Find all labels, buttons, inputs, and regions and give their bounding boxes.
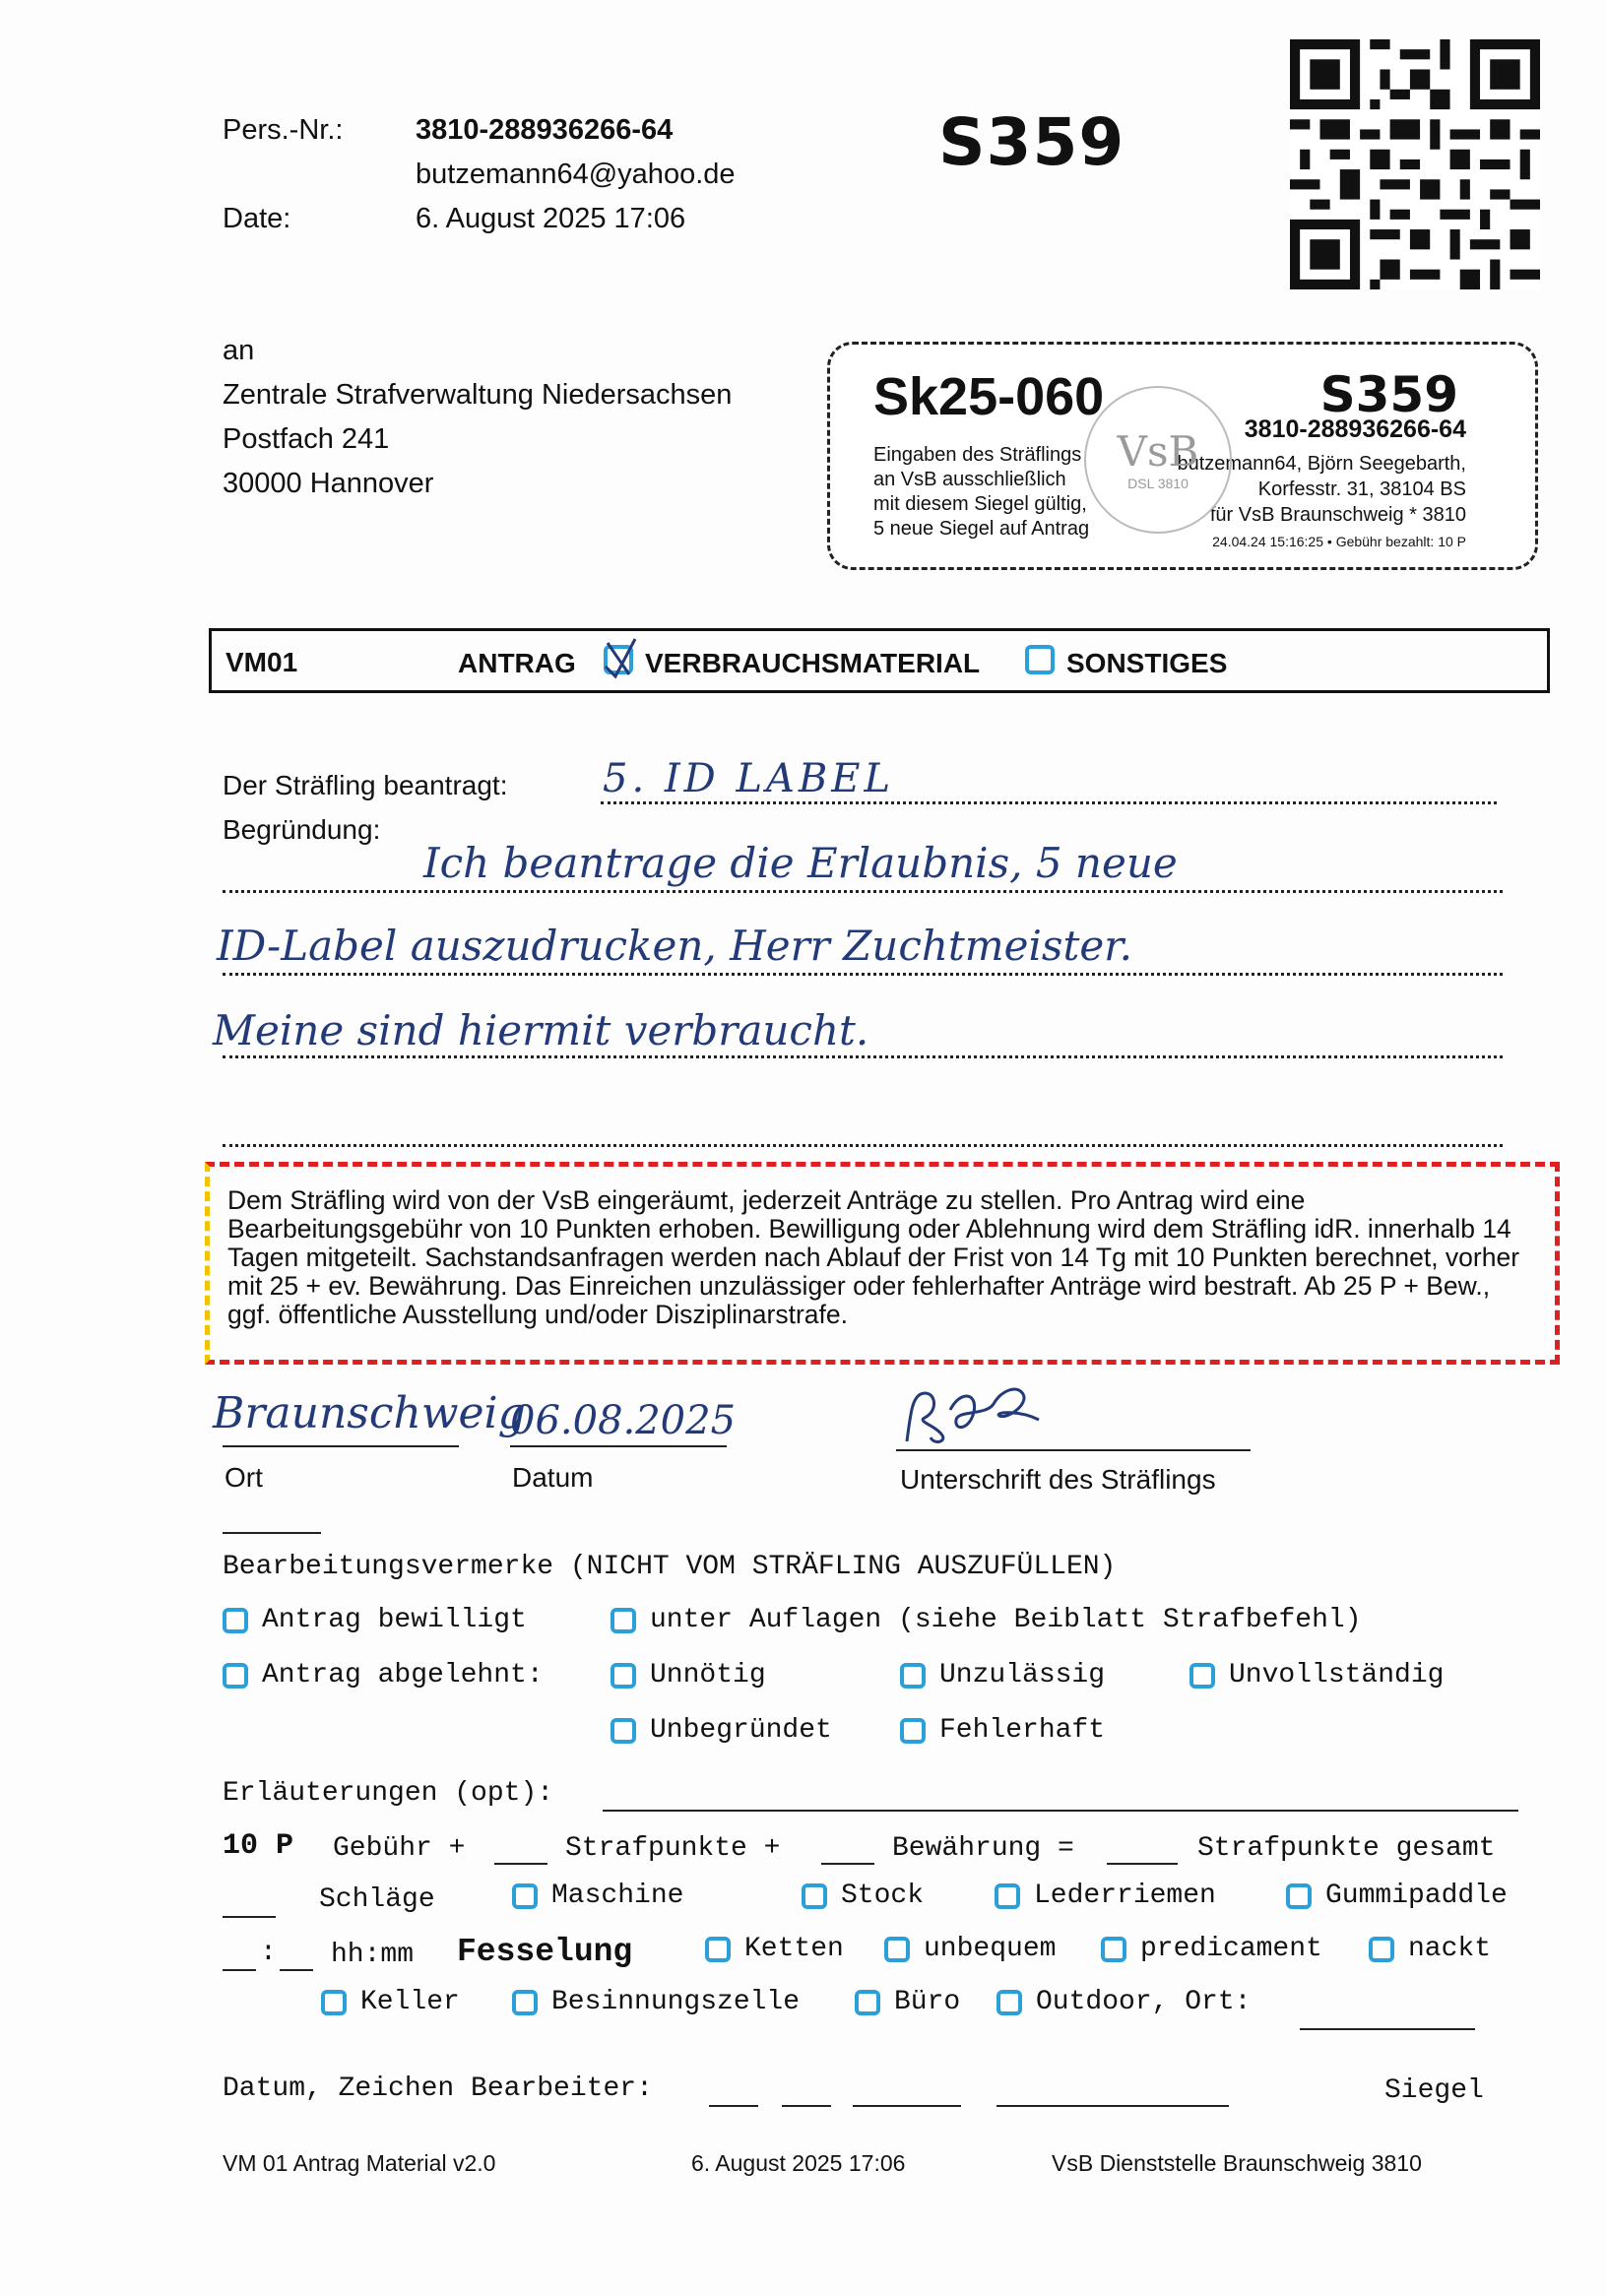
keller-option[interactable]: Keller <box>321 1987 460 2017</box>
notice-text: Dem Sträfling wird von der VsB eingeräumt, jederzeit Anträge zu stellen. Pro Antrag wird eine Bearbeitungsgebühr von 10 Punkten erhoben. Bewilligung oder Ablehnung wird dem Sträfling idR. innerhalb 14 Tagen mitgeteilt. Sachstandsanfragen werden nach Ablauf der Frist von 14 Tg mit 10 Punkten berechnet, vorher mit 25 + ev. Bewährung. Das Einreichen unzulässiger oder fehlerhafter Anträge wird bestraft. Ab 25 P + Bew., ggf. öffentliche Ausstellung und/oder Disziplinarstrafe. <box>227 1185 1520 1329</box>
footer-right: VsB Dienststelle Braunschweig 3810 <box>1052 2150 1422 2176</box>
verbrauchsmaterial-label: VERBRAUCHSMATERIAL <box>645 648 981 678</box>
checkbox-icon <box>995 1883 1020 1909</box>
checkbox-icon <box>512 1883 538 1909</box>
bearbeiter-field[interactable] <box>996 2105 1229 2107</box>
checkbox-icon <box>223 1608 248 1633</box>
checkbox-icon <box>705 1937 731 1962</box>
time-separator: : <box>260 1938 277 1968</box>
seal-id: Sk25-060 <box>873 367 1105 426</box>
datum-value: 06.08.2025 <box>510 1398 737 1443</box>
strafpunkte-label: Strafpunkte + <box>565 1833 781 1864</box>
checkbox-icon <box>611 1663 636 1689</box>
date: 6. August 2025 17:06 <box>416 203 686 234</box>
fehlerhaft-option[interactable]: Fehlerhaft <box>900 1715 1105 1746</box>
ketten-option[interactable]: Ketten <box>705 1934 844 1964</box>
fee-value: 10 P <box>223 1829 294 1863</box>
checkbox-icon <box>512 1990 538 2015</box>
checkbox-icon <box>996 1990 1022 2015</box>
seal-card <box>827 342 1538 570</box>
unbegruendet-option[interactable]: Unbegründet <box>611 1715 832 1746</box>
abgelehnt-option[interactable]: Antrag abgelehnt: <box>223 1660 544 1690</box>
notice-box <box>205 1162 1560 1365</box>
outdoor-option[interactable]: Outdoor, Ort: <box>996 1987 1251 2017</box>
address-line-2: Postfach 241 <box>223 423 390 455</box>
fesselung-label: Fesselung <box>457 1934 633 1970</box>
address-an: an <box>223 335 255 366</box>
auflagen-option[interactable]: unter Auflagen (siehe Beiblatt Strafbefehl) <box>611 1605 1362 1635</box>
sonstiges-label: SONSTIGES <box>1066 648 1228 678</box>
seal-left-text: Eingaben des Sträflings an VsB ausschließlich mit diesem Siegel gültig, 5 neue Siegel auf Antrag <box>873 444 1090 540</box>
gummipaddle-option[interactable]: Gummipaddle <box>1286 1881 1508 1911</box>
checkbox-icon <box>900 1663 926 1689</box>
reason-text-2: ID-Label auszudrucken, Herr Zuchtmeister. <box>217 922 1132 970</box>
date-label: Date: <box>223 203 291 234</box>
besinnungszelle-option[interactable]: Besinnungszelle <box>512 1987 800 2017</box>
checkbox-icon <box>802 1883 827 1909</box>
lederriemen-option[interactable]: Lederriemen <box>995 1881 1216 1911</box>
minutes-field[interactable] <box>280 1969 313 1971</box>
stock-option[interactable]: Stock <box>802 1881 924 1911</box>
qr-code-icon <box>1290 39 1540 289</box>
checkbox-icon <box>1025 645 1055 674</box>
ort-line <box>223 1445 459 1447</box>
checkbox-icon <box>1189 1663 1215 1689</box>
pers-nr-label: Pers.-Nr.: <box>223 114 344 146</box>
datum-line <box>510 1445 727 1447</box>
hhmm-label: hh:mm <box>331 1940 415 1970</box>
checkbox-icon <box>1286 1883 1312 1909</box>
antrag-label: ANTRAG <box>458 648 576 678</box>
form-code: S359 <box>938 104 1125 180</box>
pers-nr: 3810-288936266-64 <box>416 114 674 146</box>
signature-label: Unterschrift des Sträflings <box>900 1464 1216 1495</box>
seal-number: 3810-288936266-64 <box>1244 415 1466 443</box>
unnoetig-option[interactable]: Unnötig <box>611 1660 766 1690</box>
ort-label: Ort <box>225 1462 263 1493</box>
seal-right-text: butzemann64, Björn Seegebarth, Korfesstr. 31, 38104 BS für VsB Braunschweig * 3810 <box>1177 453 1466 526</box>
year-field[interactable] <box>853 2105 961 2107</box>
erlaeuterungen-label: Erläuterungen (opt): <box>223 1778 554 1809</box>
bewaehrung-field[interactable] <box>821 1863 874 1865</box>
seal-code: S359 <box>1319 366 1458 423</box>
month-field[interactable] <box>782 2105 831 2107</box>
hours-field[interactable] <box>223 1969 256 1971</box>
schlaege-label: Schläge <box>319 1884 435 1915</box>
form-type-code: VM01 <box>225 647 298 677</box>
unvollstaendig-option[interactable]: Unvollständig <box>1189 1660 1444 1690</box>
short-divider <box>223 1532 321 1534</box>
request-value: 5. ID LABEL <box>603 756 895 801</box>
erlaeuterungen-field[interactable] <box>603 1810 1518 1812</box>
email: butzemann64@yahoo.de <box>416 159 736 190</box>
reason-text-3: Meine sind hiermit verbraucht. <box>213 1006 869 1054</box>
signature-icon <box>891 1380 1147 1455</box>
footer-center: 6. August 2025 17:06 <box>691 2150 906 2176</box>
reason-line-4 <box>223 1101 1503 1147</box>
siegel-label: Siegel <box>1384 2075 1484 2106</box>
predicament-option[interactable]: predicament <box>1101 1934 1322 1964</box>
outdoor-ort-field[interactable] <box>1300 2028 1475 2030</box>
address-line-3: 30000 Hannover <box>223 468 434 499</box>
checkbox-icon <box>321 1990 347 2015</box>
address-line-1: Zentrale Strafverwaltung Niedersachsen <box>223 379 733 411</box>
footer-left: VM 01 Antrag Material v2.0 <box>223 2150 496 2176</box>
signature-line <box>896 1449 1251 1451</box>
strafpunkte-field[interactable] <box>494 1863 547 1865</box>
checkbox-icon <box>611 1718 636 1744</box>
processing-title: Bearbeitungsvermerke (NICHT VOM STRÄFLING AUSZUFÜLLEN) <box>223 1552 1117 1582</box>
sonstiges-checkbox[interactable] <box>1025 645 1055 674</box>
datum-label: Datum <box>512 1462 594 1493</box>
bewilligt-option[interactable]: Antrag bewilligt <box>223 1605 527 1635</box>
form-type-box <box>209 628 1550 693</box>
day-field[interactable] <box>709 2105 758 2107</box>
bewaehrung-label: Bewährung = <box>892 1833 1074 1864</box>
schlaege-field[interactable] <box>223 1916 276 1918</box>
maschine-option[interactable]: Maschine <box>512 1881 683 1911</box>
datum-zeichen-label: Datum, Zeichen Bearbeiter: <box>223 2073 653 2104</box>
reason-label: Begründung: <box>223 814 381 845</box>
gesamt-field[interactable] <box>1107 1863 1178 1865</box>
reason-text-1: Ich beantrage die Erlaubnis, 5 neue <box>423 839 1178 887</box>
checkmark-icon <box>600 637 639 680</box>
checkbox-icon <box>1101 1937 1126 1962</box>
seal-footer: 24.04.24 15:16:25 • Gebühr bezahlt: 10 P <box>1212 534 1466 549</box>
nackt-option[interactable]: nackt <box>1369 1934 1491 1964</box>
verbrauchsmaterial-checkbox[interactable] <box>604 645 633 674</box>
checkbox-icon <box>900 1718 926 1744</box>
checkbox-icon <box>611 1608 636 1633</box>
checkbox-icon <box>855 1990 880 2015</box>
checkbox-icon <box>884 1937 910 1962</box>
round-stamp-icon: VsB DSL 3810 <box>1084 386 1232 534</box>
checkbox-icon <box>1369 1937 1394 1962</box>
unbequem-option[interactable]: unbequem <box>884 1934 1056 1964</box>
checkbox-icon <box>223 1663 248 1689</box>
buero-option[interactable]: Büro <box>855 1987 960 2017</box>
gebuehr-label: Gebühr + <box>333 1833 466 1864</box>
unzulaessig-option[interactable]: Unzulässig <box>900 1660 1105 1690</box>
request-label: Der Sträfling beantragt: <box>223 770 508 800</box>
gesamt-label: Strafpunkte gesamt <box>1197 1833 1496 1864</box>
ort-value: Braunschweig <box>213 1388 526 1438</box>
